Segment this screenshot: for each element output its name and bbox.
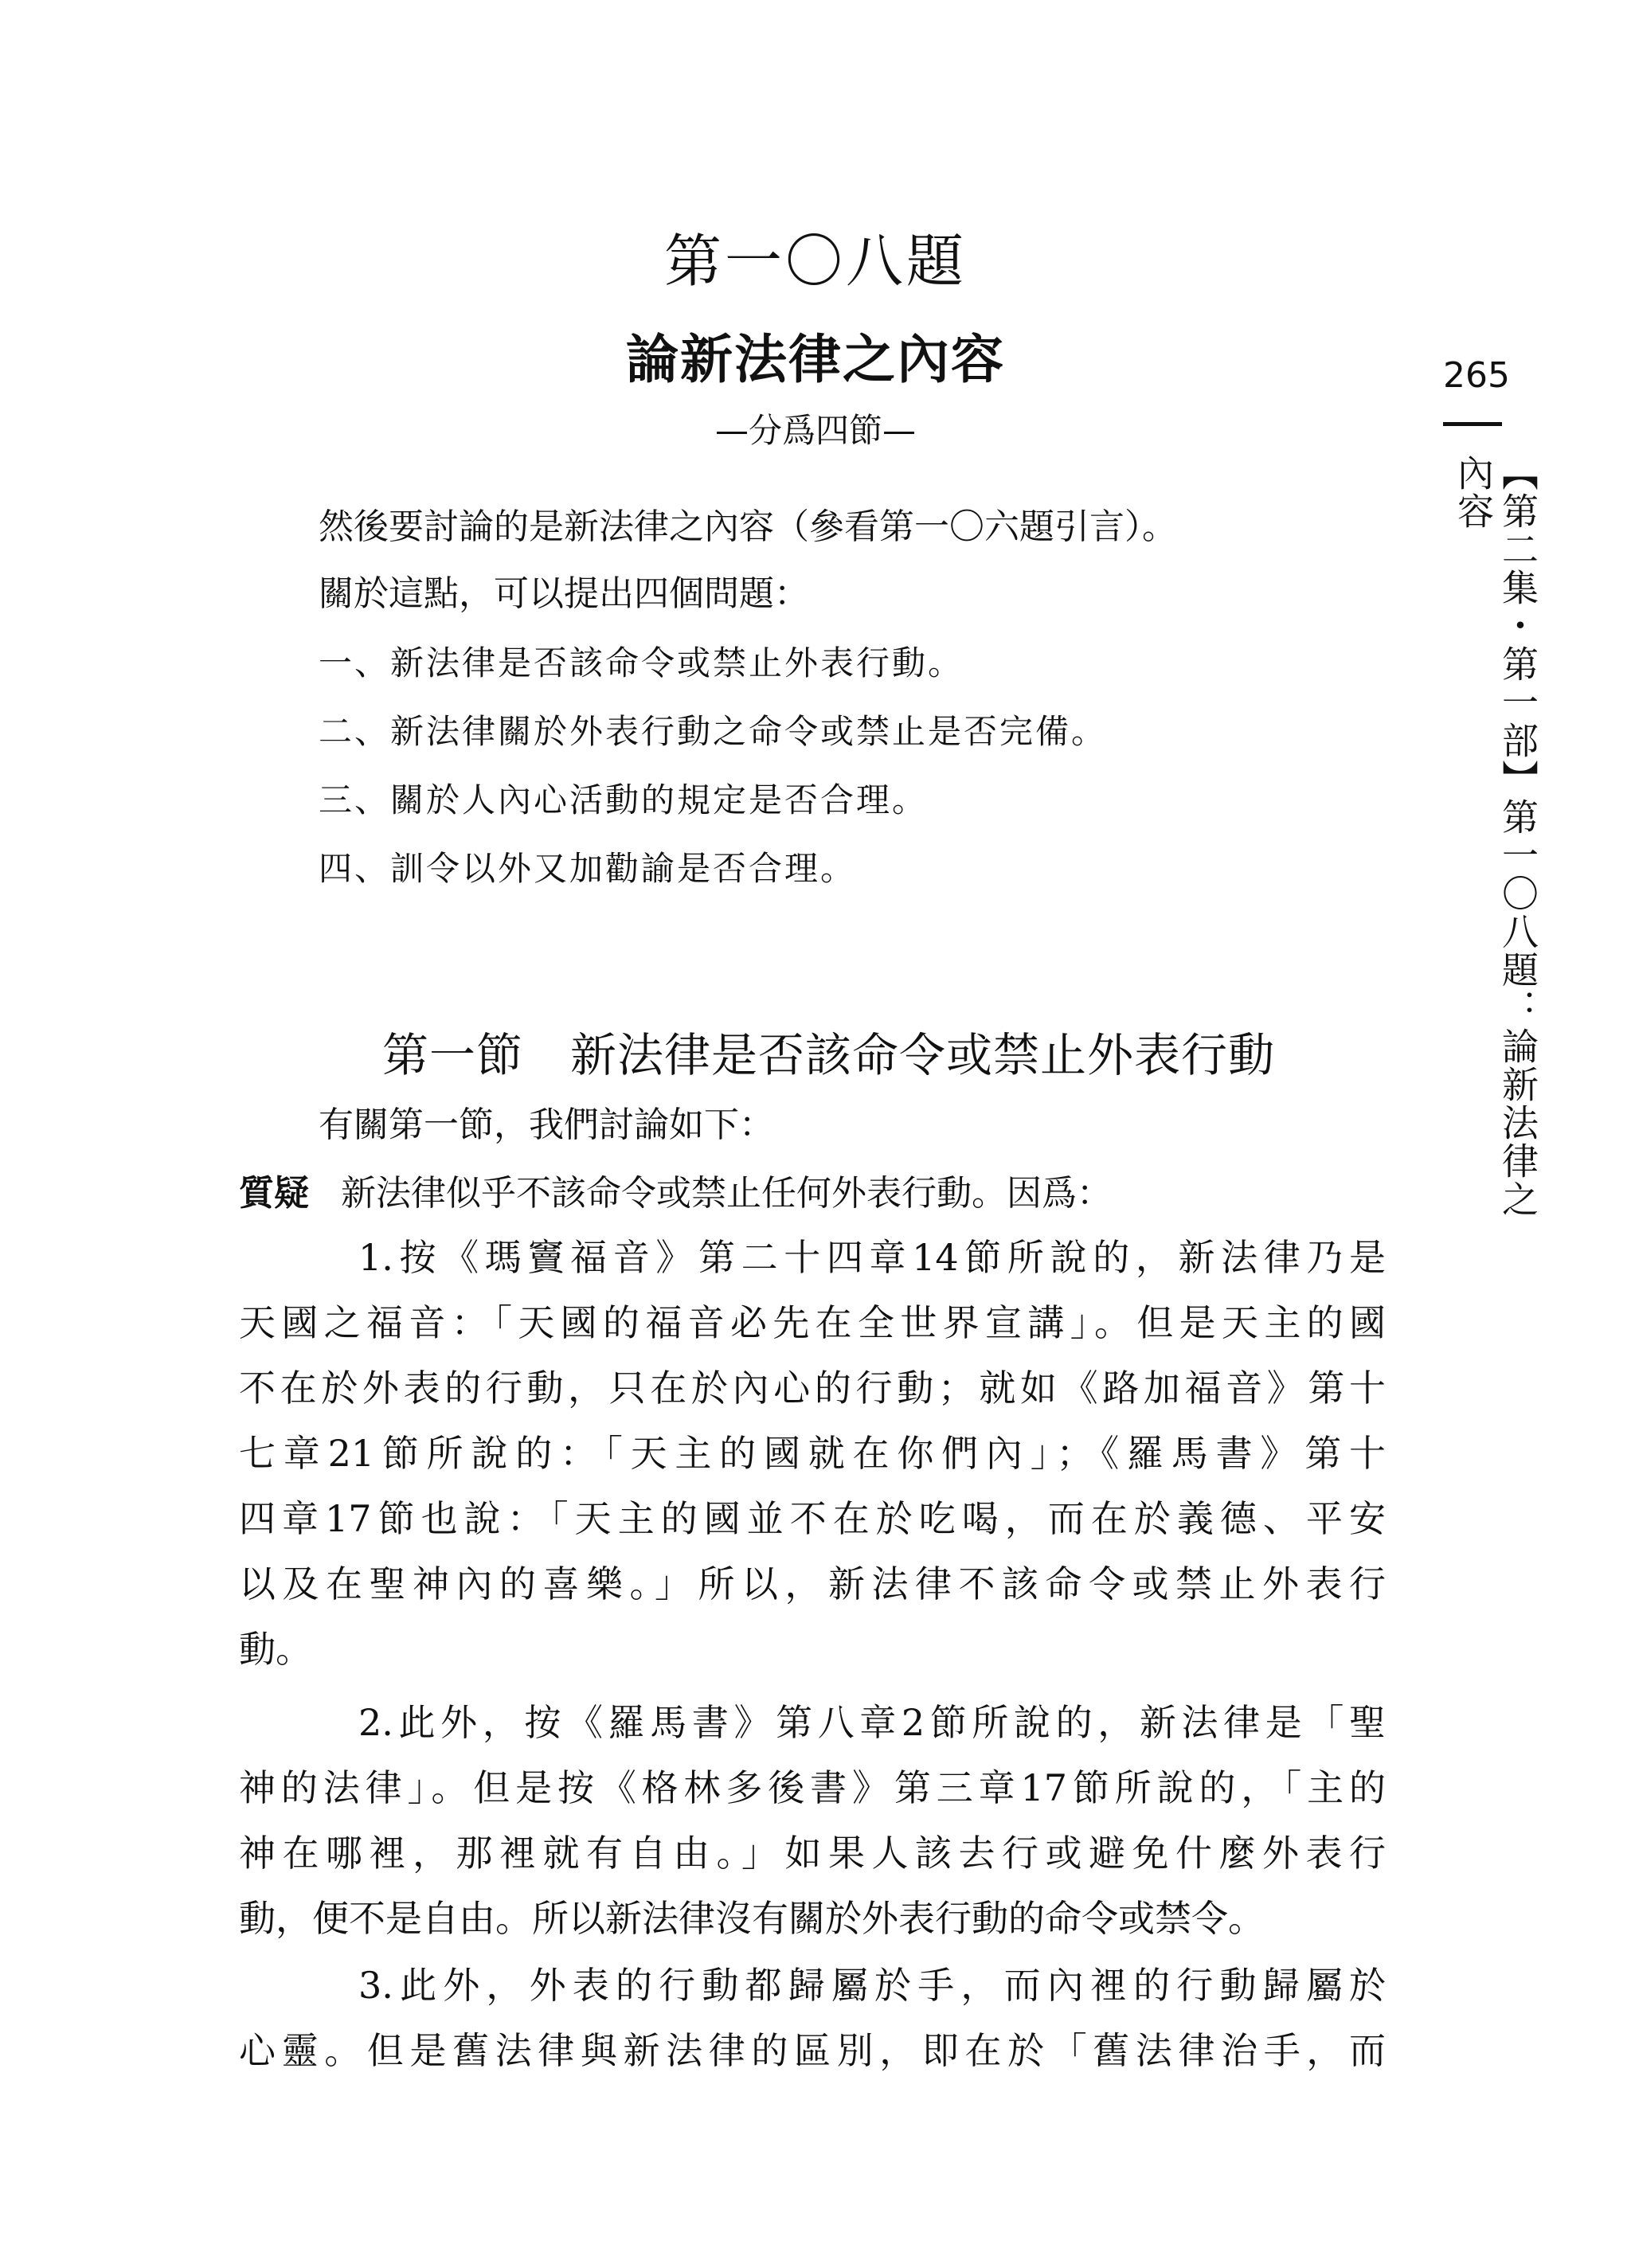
- paragraph-line: 心靈。但是舊法律與新法律的區別，即在於「舊法律治手，而: [239, 2029, 1386, 2072]
- question-item: 一、新法律是否該命令或禁止外表行動。: [319, 643, 964, 682]
- running-header: 【第二集・第一部】第一〇八題：論新法律之內容: [1452, 454, 1539, 1218]
- paragraph-line: 天國之福音：「天國的福音必先在全世界宣講」。但是天主的國: [239, 1301, 1386, 1344]
- paragraph-line: 七章21節所說的：「天主的國就在你們內」；《羅馬書》第十: [239, 1432, 1386, 1475]
- question-list: [319, 629, 1418, 903]
- paragraph-line: 動。: [239, 1628, 312, 1671]
- objection-label: 質疑: [239, 1173, 309, 1214]
- objection-text: 新法律似乎不該命令或禁止任何外表行動。因爲：: [341, 1173, 1112, 1214]
- section-heading: 第一節 新法律是否該命令或禁止外表行動: [382, 1028, 1276, 1082]
- paragraph-line: 神在哪裡，那裡就有自由。」如果人該去行或避免什麼外表行: [239, 1832, 1386, 1875]
- paragraph-line: 神的法律」。但是按《格林多後書》第三章17節所說的，「主的: [239, 1766, 1386, 1809]
- paragraph-line: 四章17節也說：「天主的國並不在於吃喝，而在於義德、平安: [239, 1497, 1386, 1540]
- page-number: 265: [1443, 355, 1510, 396]
- question-item: 二、新法律關於外表行動之命令或禁止是否完備。: [319, 712, 1108, 751]
- chapter-subtitle: —分爲四節—: [714, 411, 916, 450]
- paragraph-line: 2.此外，按《羅馬書》第八章2節所說的，新法律是「聖: [358, 1701, 1386, 1744]
- chapter-title: 論新法律之內容: [626, 329, 1005, 390]
- page-number-rule: [1443, 422, 1502, 426]
- question-item: 三、關於人內心活動的規定是否合理。: [319, 780, 929, 819]
- paragraph-line: 以及在聖神內的喜樂。」所以，新法律不該命令或禁止外表行: [239, 1562, 1386, 1605]
- paragraph-line: 不在於外表的行動，只在於內心的行動；就如《路加福音》第十: [239, 1367, 1386, 1410]
- section-intro: 有關第一節，我們討論如下：: [319, 1105, 774, 1145]
- intro-line: 關於這點，可以提出四個問題：: [319, 573, 809, 614]
- paragraph-1: [239, 1225, 1386, 1682]
- paragraph-line: 1.按《瑪竇福音》第二十四章14節所說的，新法律乃是: [358, 1236, 1386, 1279]
- paragraph-3: [239, 1953, 1386, 2083]
- objection: [239, 1164, 1112, 1215]
- intro-line: 然後要討論的是新法律之內容（參看第一〇六題引言）。: [319, 506, 1177, 547]
- chapter-number: 第一〇八題: [663, 228, 967, 295]
- paragraph-line: 3.此外，外表的行動都歸屬於手，而內裡的行動歸屬於: [358, 1964, 1386, 2007]
- paragraph-2: [239, 1690, 1386, 1951]
- intro-block: [319, 494, 1418, 628]
- paragraph-line: 動，便不是自由。所以新法律沒有關於外表行動的命令或禁令。: [239, 1897, 1265, 1940]
- question-item: 四、訓令以外又加勸諭是否合理。: [319, 849, 857, 888]
